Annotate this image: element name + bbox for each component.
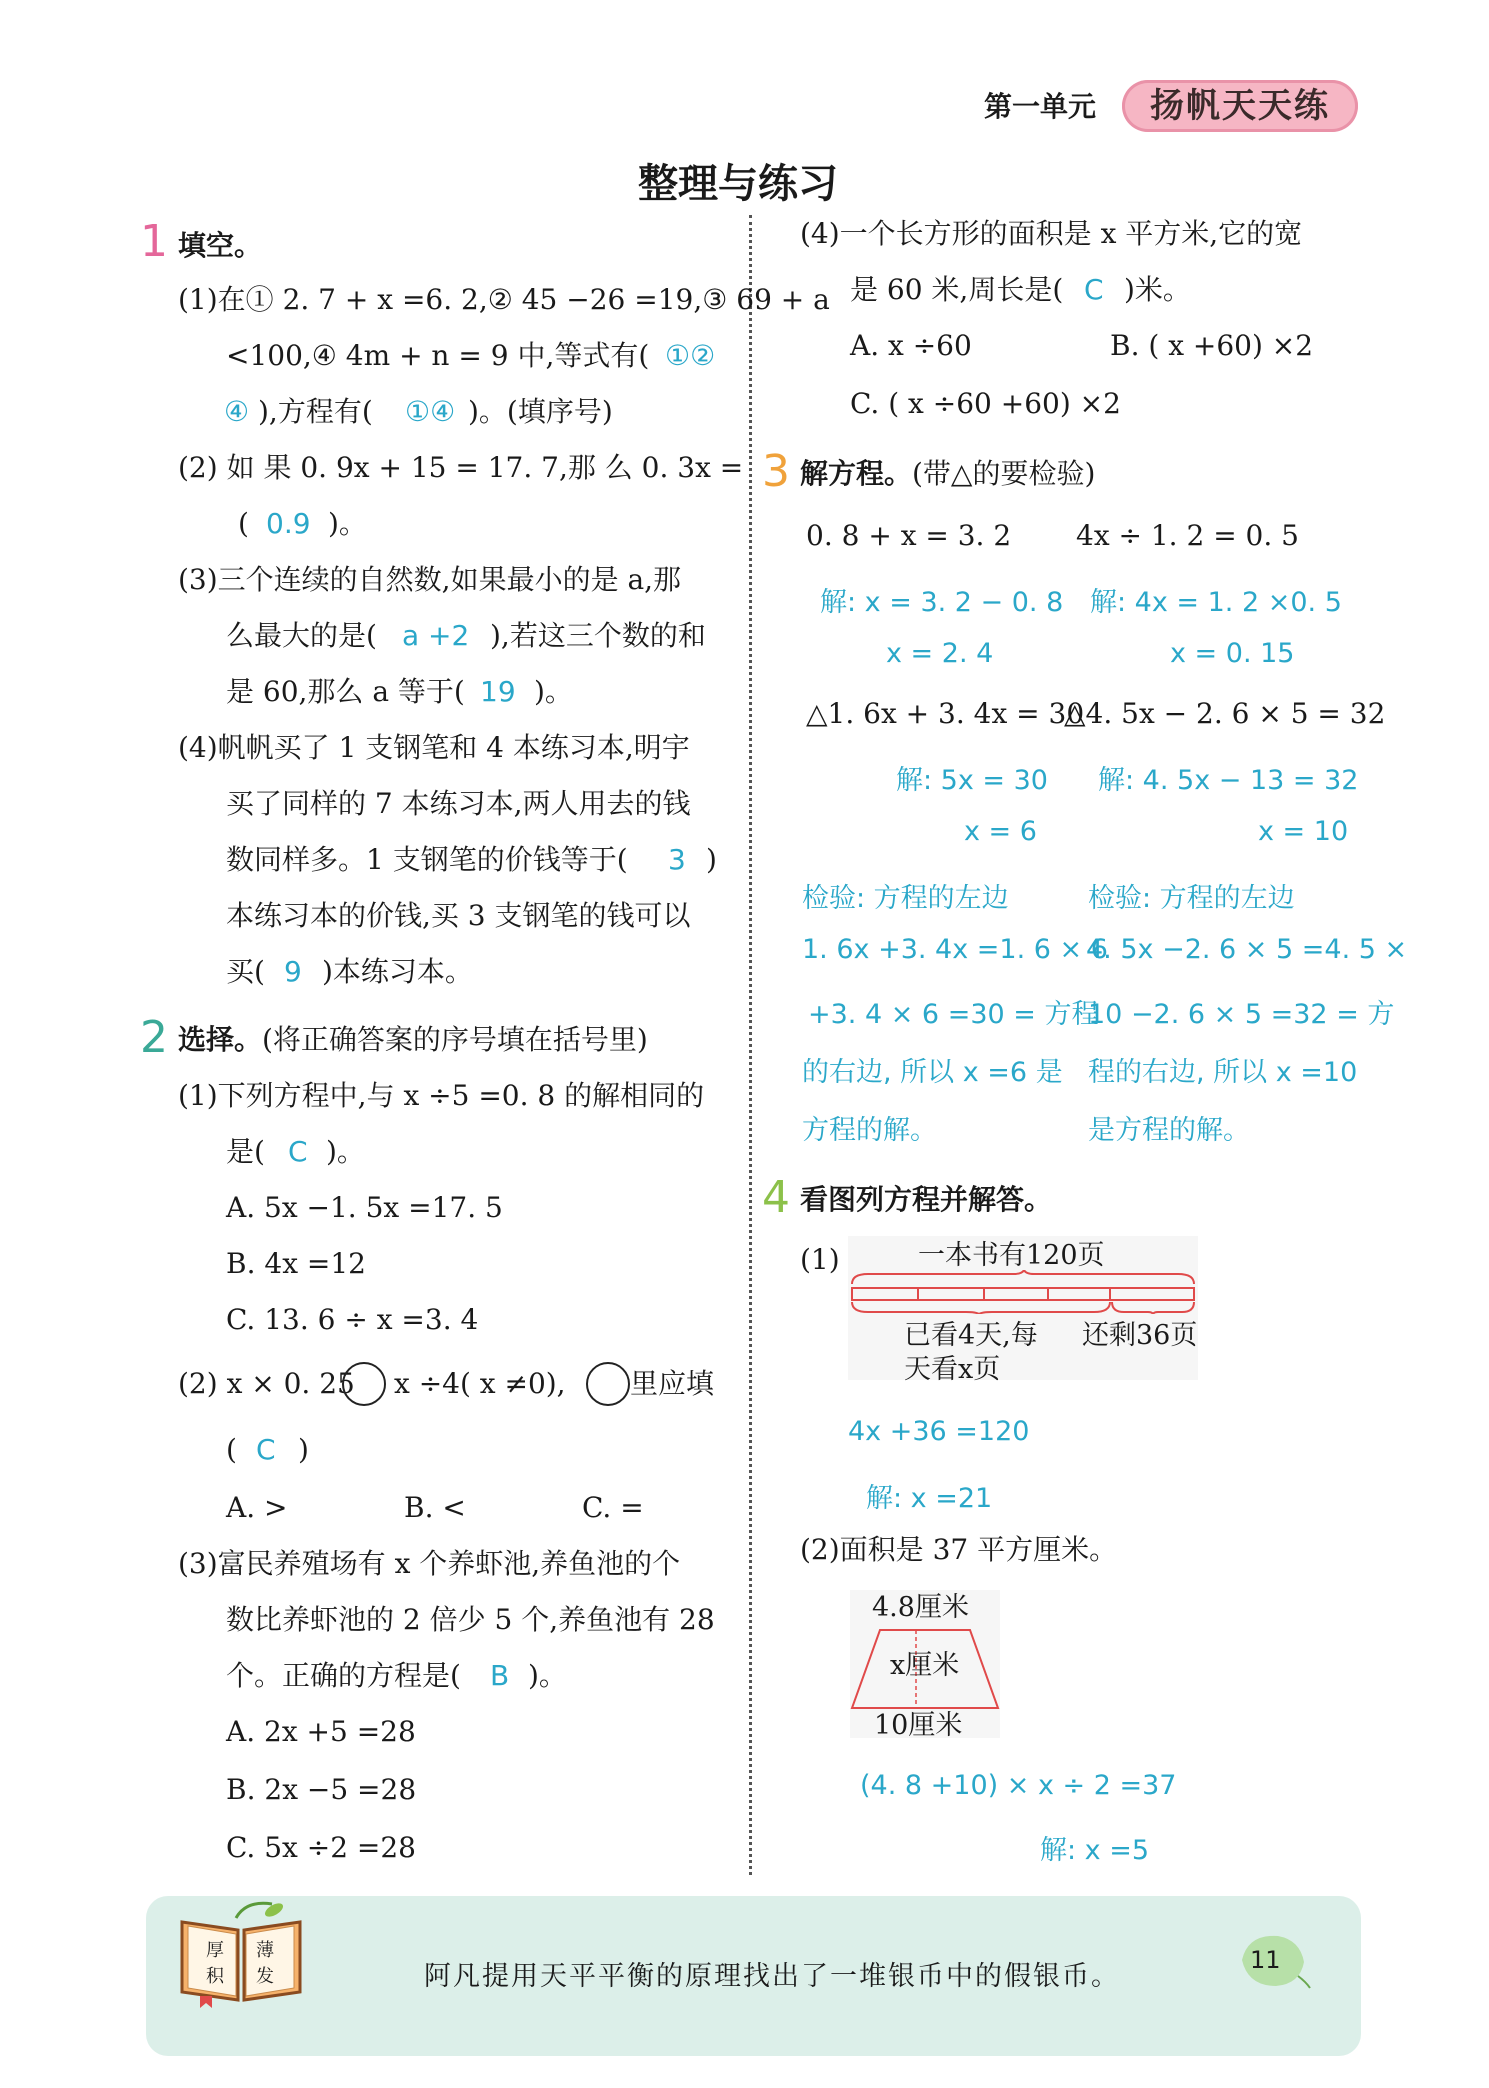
book-char-2: 薄 — [256, 1940, 274, 1961]
page-title: 整理与练习 — [638, 161, 838, 207]
s2-q3-line1: (3)富民养殖场有 x 个养虾池,养鱼池的个 — [178, 1547, 681, 1580]
s2-q3-option-a: A. 2x +5 =28 — [226, 1715, 416, 1748]
s2-q1-option-b: B. 4x =12 — [226, 1247, 366, 1280]
s1-q4-answer2: 9 — [284, 955, 302, 988]
s2-q4-line2a: 是 60 米,周长是( — [850, 273, 1064, 306]
section-1-title: 填空。 — [178, 229, 263, 262]
s2-q1-answer: C — [288, 1135, 308, 1168]
s2-q2-open: ( — [226, 1433, 237, 1466]
open-book-icon — [176, 1900, 306, 2010]
s1-q4-line4: 本练习本的价钱,买 3 支钢笔的钱可以 — [226, 899, 691, 932]
diagram-1-total: 一本书有120页 — [918, 1240, 1105, 1271]
s2-q1-line2a: 是( — [226, 1135, 265, 1168]
section-2-note: (将正确答案的序号填在括号里) — [262, 1023, 648, 1056]
s1-q1-answer1b: ④ — [224, 395, 250, 428]
s3-check3-line3: +3. 4 × 6 =30 = 方程 — [808, 999, 1099, 1030]
diagram-1-read2: 天看x页 — [904, 1354, 1001, 1385]
s3-check3-line5: 方程的解。 — [802, 1115, 937, 1146]
s2-q4-option-c: C. ( x ÷60 +60) ×2 — [850, 387, 1121, 420]
section-3-title: 解方程。 — [800, 457, 913, 490]
s3-check4-line4: 程的右边, 所以 x =10 — [1088, 1057, 1358, 1088]
s1-q1-line2: <100,④ 4m + n = 9 中,等式有( — [226, 339, 650, 372]
s3-eq2-step2: x = 0. 15 — [1170, 638, 1295, 669]
s1-q1-line1: (1)在① 2. 7 + x =6. 2,② 45 −26 =19,③ 69 + a — [178, 283, 830, 316]
page-number: 11 — [1250, 1946, 1281, 1974]
s2-q3-line3a: 个。正确的方程是( — [226, 1659, 461, 1692]
diagram-1-remaining: 还剩36页 — [1082, 1320, 1198, 1351]
s3-eq4-step1: 解: 4. 5x − 13 = 32 — [1098, 765, 1359, 796]
s3-eq1-step1: 解: x = 3. 2 − 0. 8 — [820, 587, 1064, 618]
series-badge-text: 扬帆天天练 — [1150, 86, 1330, 126]
diagram-1-read: 已看4天,每 — [904, 1320, 1038, 1351]
s3-eq1-step2: x = 2. 4 — [886, 638, 994, 669]
s2-q4-answer: C — [1084, 273, 1104, 306]
s3-check3-line1: 检验: 方程的左边 — [802, 883, 1009, 914]
s3-eq1: 0. 8 + x = 3. 2 — [806, 519, 1012, 552]
section-4-title: 看图列方程并解答。 — [800, 1183, 1053, 1216]
s3-check4-line5: 是方程的解。 — [1088, 1115, 1250, 1146]
s1-q2-answer: 0.9 — [266, 507, 311, 540]
s2-q1-option-c: C. 13. 6 ÷ x =3. 4 — [226, 1303, 479, 1336]
s4-q2-equation: (4. 8 +10) × x ÷ 2 =37 — [860, 1770, 1177, 1801]
s1-q1-answer1: ①② — [665, 339, 716, 372]
s3-eq3-step2: x = 6 — [964, 816, 1037, 847]
s3-check3-line4: 的右边, 所以 x =6 是 — [802, 1057, 1063, 1088]
s2-q3-line3b: )。 — [528, 1659, 567, 1692]
diagram-2-height: x厘米 — [890, 1650, 960, 1681]
blank-circle-icon — [586, 1362, 630, 1406]
s2-q2-line1a: (2) x × 0. 25 — [178, 1367, 355, 1400]
s2-q1-option-a: A. 5x −1. 5x =17. 5 — [226, 1191, 503, 1224]
s4-q1-label: (1) — [800, 1243, 840, 1276]
column-divider — [749, 215, 752, 1875]
s1-q2-line1: (2) 如 果 0. 9x + 15 = 17. 7,那 么 0. 3x = — [178, 451, 744, 484]
diagram-2-top: 4.8厘米 — [872, 1592, 969, 1623]
section-3-note: (带△的要检验) — [912, 457, 1096, 490]
s1-q2-close: )。 — [328, 507, 367, 540]
s1-q3-answer2: 19 — [480, 675, 516, 708]
section-3-number: 3 — [762, 446, 790, 497]
s3-eq2: 4x ÷ 1. 2 = 0. 5 — [1076, 519, 1299, 552]
s2-q2-answer: C — [256, 1433, 276, 1466]
s2-q4-line2b: )米。 — [1124, 273, 1191, 306]
s1-q3-answer1: a +2 — [402, 619, 470, 652]
s3-check4-line3: 10 −2. 6 × 5 =32 = 方 — [1088, 999, 1395, 1030]
s3-eq4: △4. 5x − 2. 6 × 5 = 32 — [1064, 697, 1386, 730]
section-1-number: 1 — [140, 216, 168, 267]
s2-q2-option-c: C. = — [582, 1491, 644, 1524]
s1-q2-open: ( — [238, 507, 249, 540]
s1-q1-line3: ),方程有( — [258, 395, 373, 428]
s2-q2-line1b: x ÷4( x ≠0), — [394, 1367, 566, 1400]
s1-q3-line3b: )。 — [534, 675, 573, 708]
book-char-4: 发 — [256, 1966, 274, 1987]
s1-q3-line2b: ),若这三个数的和 — [490, 619, 706, 652]
s1-q4-line3b: ) — [706, 843, 717, 876]
s2-q1-line2b: )。 — [326, 1135, 365, 1168]
s1-q1-line3b: )。(填序号) — [468, 395, 613, 428]
s2-q3-option-c: C. 5x ÷2 =28 — [226, 1831, 416, 1864]
s4-q1-equation: 4x +36 =120 — [848, 1416, 1030, 1447]
s2-q3-line2: 数比养虾池的 2 倍少 5 个,养鱼池有 28 — [226, 1603, 715, 1636]
s4-q1-solution: 解: x =21 — [866, 1483, 993, 1514]
s1-q3-line2a: 么最大的是( — [226, 619, 377, 652]
s3-eq3-step1: 解: 5x = 30 — [896, 765, 1048, 796]
s3-eq3: △1. 6x + 3. 4x = 30 — [806, 697, 1085, 730]
s1-q3-line1: (3)三个连续的自然数,如果最小的是 a,那 — [178, 563, 682, 596]
s1-q4-line5a: 买( — [226, 955, 265, 988]
s2-q4-option-a: A. x ÷60 — [850, 329, 972, 362]
s4-q2-solution: 解: x =5 — [1040, 1835, 1150, 1866]
s2-q2-option-a: A. > — [226, 1491, 288, 1524]
diagram-1-bars — [848, 1270, 1198, 1314]
s2-q2-line1c: 里应填 — [630, 1367, 715, 1400]
unit-label: 第一单元 — [984, 90, 1097, 123]
book-char-1: 厚 — [206, 1940, 224, 1961]
s2-q2-close: ) — [298, 1433, 309, 1466]
s2-q4-line1: (4)一个长方形的面积是 x 平方米,它的宽 — [800, 217, 1303, 250]
blank-circle-icon — [342, 1362, 386, 1406]
s3-eq2-step1: 解: 4x = 1. 2 ×0. 5 — [1090, 587, 1342, 618]
s1-q4-line2: 买了同样的 7 本练习本,两人用去的钱 — [226, 787, 691, 820]
s3-eq4-step2: x = 10 — [1258, 816, 1349, 847]
section-2-number: 2 — [140, 1012, 168, 1063]
section-2-title: 选择。 — [178, 1023, 263, 1056]
s2-q1-line1: (1)下列方程中,与 x ÷5 =0. 8 的解相同的 — [178, 1079, 705, 1112]
book-char-3: 积 — [206, 1966, 224, 1987]
footer-quote: 阿凡提用天平平衡的原理找出了一堆银币中的假银币。 — [424, 1961, 1120, 1992]
s1-q4-line5b: )本练习本。 — [322, 955, 473, 988]
series-badge — [1122, 80, 1358, 132]
s2-q3-answer: B — [490, 1659, 510, 1692]
s1-q4-line3a: 数同样多。1 支钢笔的价钱等于( — [226, 843, 628, 876]
diagram-2-bottom: 10厘米 — [874, 1710, 963, 1741]
s1-q4-answer1: 3 — [668, 843, 686, 876]
s4-q2-label: (2)面积是 37 平方厘米。 — [800, 1533, 1118, 1566]
s3-check4-line1: 检验: 方程的左边 — [1088, 883, 1295, 914]
s1-q1-answer2: ①④ — [405, 395, 456, 428]
s3-check3-line2: 1. 6x +3. 4x =1. 6 × 6 — [802, 934, 1108, 965]
section-4-number: 4 — [762, 1172, 790, 1223]
s3-check4-line2: 4. 5x −2. 6 × 5 =4. 5 × — [1086, 934, 1408, 965]
s2-q4-option-b: B. ( x +60) ×2 — [1110, 329, 1314, 362]
s1-q4-line1: (4)帆帆买了 1 支钢笔和 4 本练习本,明宇 — [178, 731, 690, 764]
s2-q3-option-b: B. 2x −5 =28 — [226, 1773, 417, 1806]
s1-q3-line3a: 是 60,那么 a 等于( — [226, 675, 465, 708]
s2-q2-option-b: B. < — [404, 1491, 466, 1524]
